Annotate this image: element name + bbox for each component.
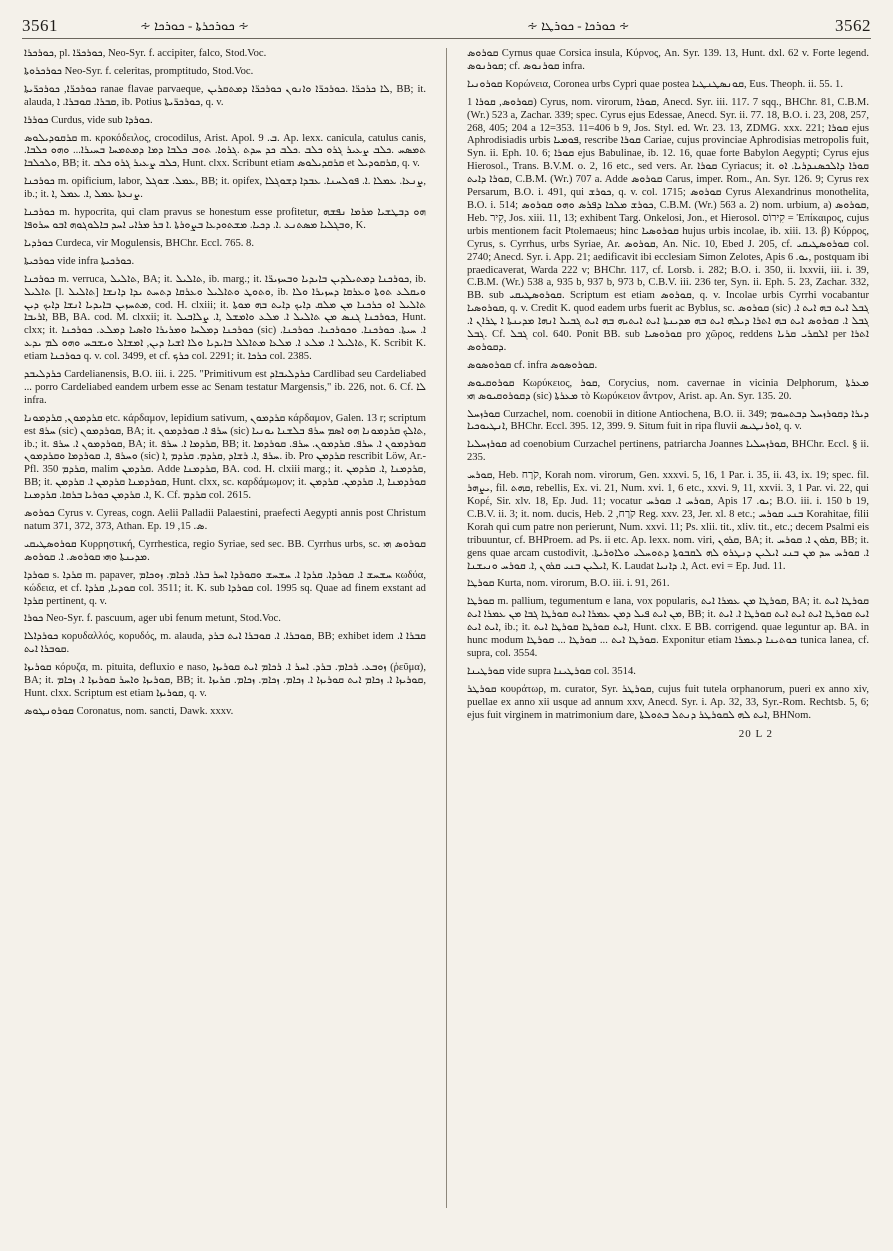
entry: ܟܘܪܟܪܘܬܐ Neo-Syr. f. celeritas, promptitudo, Stod.Voc.: [24, 65, 254, 77]
left-page-number: 3561: [22, 16, 58, 35]
entry: ܩܘܪܘܢܛܘܣ Coronatus, nom. sancti, Dawk. xxxv.: [24, 705, 234, 717]
entry: ܩܘܪܚ, Heb. קֹרַח, Korah nom. virorum, Gen. xxxvi. 5, 16, 1 Par. i. 35, ii. 43, ix. 19; spec. fil. ܝܨܗܪ, fil. ܩܗܬ, rebellis, Ex. vi. 21, Num. xvi. 1, 6 etc., xxvi. 9, 11, xxvii. 3, 1 Par. vi. 22, qui Κορέ, Sir. xlv. 18, Ep. Jud. 11; vocatur ܩܘܪܚ ܐ. ܩܘܪܚ, Apis ܝܘ. 17; B.O. iii. i. 150 b 19, C.B.V. ii. 3; it. nom. ducis, Heb. קֹרַח, 2 Reg. xxv. 23, Jer. xl. 8 etc.; ܒܢܝ ܩܘܪܚ Korahitae, filii Korah qui cum patre non perierunt, Num. xxvi. 11; Ps. xlii. tit., xliv. tit., etc.; decem Psalmi eis tribuuntur, cf. BHProem. ad Ps. ii etc. Ap. lexx. nom. viri, ܩܪܘܢ, BA; it. ܩܪܘܢ ܐ. ܩܘܪܚ, BB; it. gens quae arcam custodivit, ܐ. ܩܘܪܚ ܚܕ ܡܢ ܒܢܝ ܐܝܠܝܢ ܕܢܛܪܘ ܠܗ ܠܩܒܘܬܐ ܕܬܘܚܠܝ ܘܠܐܘܪܝܬܐ. ܐܝܠܝܢ ܒܢܝ ܩܪܘܢ ,ܐ. ܩܘܪܚ ܘܢܝܫܢܐ, K. Laudat ܐ. ܕܐܢܝܐ, Act. evi = Ep. Jud. 11.: [467, 470, 869, 572]
entry: ܩܘܪܘܣܛܝܩܝ Κυρρηστική, Cyrrhestica, regio Syriae, sed sec. BB. Cyrrhus urbs, sc. ܩܘܪܘܣ ܗܝ ܡܕܝܢܬܐ ܘܗܝ ܩܘܪܘܣ. ܐ. ܩܘܪܘܣ.: [24, 538, 426, 563]
entry: ܩܘܪܘܢܝܐ Κορώνεια, Coronea urbs Cypri quae postea ܩܘܢܣܛܢܛܝܐ, Eus. Theoph. ii. 55. 1.: [467, 78, 843, 90]
entry: ܩܘܪܛܐ m. pallium, tegumentum e lana, vox popularis, ܩܘܪܛܐ ܡܢ ܥܡܪܐ ܐܝܬ, BA; it. ܩܘܪܛܐ ܐܝܬ ܡܢ ܐܝܬ ܦܝܠ ܕܡܢ ܥܡܪܐ ܐܝܬ ܩܘܪܛܐ ܓܒܐ ܡܢ ܥܡܪܐ ܐܝܬ, BB; it. ܐܝܬ ܩܘܪܛܐ ܐܝܬ ܐܝܬ ܐܝܬ ܩܘܪܛܐ ܐ. ܐܝܬ ܐܝܬ ܐܝܬ, ib.; it. ܐܝܬ ܩܘܪܛܐ ܩܘܪܛܐ ܐܝܬ, Hunt. clxx. E BB. corrigend. quae leguntur ap. BA. in hunc modum ܩܘܪܛܐ ܐܝܬ ... ܩܘܪܛܐ ... ܩܘܪܛܐ. Exponitur etiam ܟܘܬܝܢܐ ܕܥܡܪܐ tunica lanea, cf. supra, col. 3554.: [467, 596, 869, 659]
entry: ܟܘܪܟܪܐ, pl. ܟܘܪܟܪ̈ܐ, Neo-Syr. f. accipiter, falco, Stod.Voc.: [24, 48, 267, 59]
right-column: [467, 48, 869, 1244]
entry: ܩܘܪܘܣ Cyrnus quae Corsica insula, Κύρνος, An. Syr. 139. 13, Hunt. dxl. 62 v. Forte legend. ܩܘܪܢܘܣ; cf. ܩܘܪܢܘܣ infra.: [467, 48, 869, 72]
entry: ܟܘܪܟܝܬܐ vide infra ܟܘܪܟܝܬܐ.: [24, 255, 135, 267]
right-running-title: ∻ ܟܘܪܟܐ - ܟܘܪܛܐ ∻: [527, 18, 630, 33]
entry: ܟܘܪܟܢܐ m. verruca, ܬܐܠܝܠ, BA; it. ܬܐܠܝܠ, ib. marg.; it. ܟܘܪܟܢܐ ܕܡܬܝܠܕܝܢ ܒܐܝܕܝܐ ܘܒܚܙܝܪ̈ܐ, ib. ܬܐܠܝܠ [l. ܬܐܠܝܠ] ܘܬܘܛ ܘܬܐܠܝܠ ܘܥܪܩܐ ܕܬܚܬ ܝܕܐ ܕܐܢܫܐ, ib. ܘܝܩܠܥ ܬܘܬܐ ܘܥܪܩܐ ܕܚܙܝܪܐ ܘܠܐ ܡܬܚܙܝܢ ܒܐܝܕܝܐ ܐܢܫܐ ܕܐܝܟ ܕܝܢ, cod. H. clxiii; it. ܬܐܠܝܠ ܐܘ ܟܪܟܢܐ ܡܢ ܡܠܩ ܕܐܝܟ ܕܐܝܬ ܒܗ ܡܘܬܐ ܐܪܝܒܐ, BB, BA. cod. M. clxxii; it. ܟܘܪܟܢܐ ܓܢܣ ܡܢ ܬܐܠܝܠ ܐ. ܡܠܥ ܘܐܡܫܠ ,ܐ. ܨܠܐܒܝܠ, Hunt. clxx; it. ܟܘܪܟܢܐ ܕܡܠܚܐ ܘܡܪܝܪܐ ܘܐܣܝܐ ܕܡܠܥ. ܟܘܪܟܢܐ (sic) ܐ. ܚܝܬܐ. ܟܘܪܟܢܐ. ܘܟܘܪܟܢܐ. ܟܘܪܟܢܐ. ܬܐܠܝܠ ܐ. ܡܠܥ ܐ. ܡܠܥܐ ܡܬܐܠܠ ܒܐܝܕܝܐ ܘܠܐ ܐܫܝܐ ܕܝܢ, ܐܡܫܐܠ ܘܝܫܒܚ ܘܗܘ ܠܡ ܝܕܥ, K. Scribit K. etiam ܟܘܪܟܢܐ q. v. col. 3499, et cf. ܟܪܟ col. 2291; it. ܟܪܟܐ col. 2385.: [24, 273, 426, 363]
entry: ܟܘܪܟܢܐ m. opificium, labor, ܥܡܠ. ܫܘܓܠ, BB; it. opifex, ܨܢܥܐ. ܥܡܠܐ .ܐ. ܦܘܠܚܢܐ. ܥܒܕܐ ܕܫܘܓܠܐ, ib.; it. ܨܢܥܬܐ ܥܡܠ ,ܐ. ܥܡܠ ,ܐ.: [24, 176, 426, 201]
left-running-title: ∻ ܟܘܪܟܪܬܐ - ܟܘܪܟܐ ∻: [140, 18, 249, 33]
entry: ܩܪܕܡܘܢ, ܩܪܕܡܘܢܐ etc. κάρδαμον, lepidium sativum, ܩܪܕܡܘܢ κάρδαμον, Galen. 13 r; scriptum est ܚܪܦ (sic) ܩܘܪܕܡܘܢ, BA; it. ܚܪܦ ܐ. ܩܘܪܕܡܘܢ (sic) ܬܐܠܟ ܩܪܕܡܘܢܐ ܗܘ ܐܣܡ ܚܪܦ ܒܠܫܢܐ ܝܘܢܝܐ, ib.; it. ܩܘܪܕܡܘܢ ܐ. ܚܪܦ, BA; it. ܩܪܕܡܐ ܐ. ܚܪܦ, BB; it. ܩܘܪܕܡܘܢ ܐ. ܚܪܦ. ܩܪܕܡܘܢ. ܚܪܦ. ܩܘܪܕܡܐ ܘܚܪܦ ,ܐ. ܩܘܪܕܡܐ ܘܩܪܕܡܘܢ (sic) ܚܪܦ ,ܐ. ܪܫܐܕ ,ܩܪܕܡ. ܩܪܕܡ ,ܐ. ib. Pro ܩܪܕܡܢ rescribit Löw, Ar.-Pfl. 350 ܩܪܕܡ, malim ܩܪܕܡܢ. Adde ܩܪܕܡܢܐ, BA. cod. H. clxiii marg.; it. ܩܪܕܡܢܐ ,ܐ. ܩܪܕܡܢ, BB; it. ܩܘܪܕܡܢܐ ܩܪܕܡܢ ܐ. ܩܪܕܡܢ, Hunt. clxx, sc. καρδάμωμον; it. ܩܘܪܕܡܢܐ ,ܐ. ܩܪܕܡܢ. ܩܪܕܡܢ ܐ. ܩܪܕܡܢ ܟܘܪܝܐ ܒܪܩܐ. ܩܪܕܡܢܐ, K. Cf. ܩܪܕܡ col. 2615.: [24, 412, 426, 502]
entry: ܟܘܪܟܢܐ m. hypocrita, qui clam pravus se honestum esse profitetur, ܗܘ ܕܒܛܫܝܐ ܡܪܡܐ ܢܦܫܗ ܘܒܓܠܝܐ ܡܣܬܢܥ .ܐ. ܕܟܝܐ. ܡܫܬܘܕܥܐ ܒܨܘܪܬܐ .ܐ ܒܪ ܡܪܐܝ ܐܚܕ ܒܐܠܘܓܘܗ ܐܒܘ ܚܪܘܦܐ, K.: [24, 207, 426, 231]
left-column: [24, 48, 426, 1244]
entry: ܩܘܪܛܐ Kurta, nom. virorum, B.O. iii. i. 91, 261.: [467, 578, 670, 590]
entry: ܟܪܕܠܝܒܕ Cardelianensis, B.O. iii. i. 225. "Primitivum est ܟܪܕܠܝܒܐܕ Cardlibad seu Cardeliabed ... porro Cardeliabed eandem urbem esse ac Senam testatur Margensis," ib. 226, not. 6. Cf. ܠܐ infra.: [24, 369, 426, 406]
entry: ܩܘܪܘܣܘܣ cf. infra ܩܘܪܘܣܘܣ.: [467, 359, 598, 371]
entry: ܟܘܪܘܣ Cyrus v. Cyreas, cogn. Aelii Palladii Palaestini, praefecti Aegypti annis post Christum natum 371, 372, 373, Athan. Ep. ܣ. 15, 19.: [24, 508, 426, 532]
entry: ܩܘܪܘܣ, ܩܘܪܐ 1) Cyrus, nom. virorum, ܩܘܪܐ, Anecd. Syr. iii. 117. 7 sqq., BHChr. 81, C.B.M. (Wr.) 523 a, Zachar. 339; spec. Cyrus ejus Edessae, Anecd. Syr. ii. 77. 18, B.O. i. 23, 208, 257, 268, 405; 204 a 12=353. 11=406 b 9, Jos. Styl. ed. Wr. 23. 13, ZDMG. xxx. 221; ܩܘܪܐ ejus Aphrodisiadis urbis ܦܘܡܝܐ, rescribe ܩܘܪܐ Cariae, cujus provinciae Aphrodisias metropolis fuit, Syn. ii. Eph. 10. 6; ܩܘܪܐ ejus Babulinae, ib. 12. 16, quae forte Babylon Aegypti; Cyrus ejus Hierosol., Trans. B.V.M. o. 2, 16 etc., sed vers. Ar. ܩܘܪܐ Cyriacus; it. ܩܘܪܐ ܕܐܠܟܣܢܕܪܝܐ. ܐܘ ܩܘܪܐ ܕܐܝܬ, C.B.M. (Wr.) 707 a. Adde ܩܘܪܘܣ Carus, imper. Rom., An. Syr. 126. 9; Cyrus rex Persarum, B.O. i. 491, qui ܟܘܪܫ, q. v. col. 1715; ܩܘܪܘܣ Cyrus Alexandrinus monothelita, B.O. i. 514; ܟܘܪܫ ܡܠܟܐ ܕܦܪܣ ܘܗܘ ܩܘܪܘܣ, C.B.M. (Wr.) 563 a. 2) nom. urbium, a) ܩܘܪܘܣ, Heb. קִיר, Jos. xiii. 11, 13; exhibent Targ. Onkelosi, Jon., et Hierosol. קִירוֹס = Ἐπίκαιρος, cujus urbis mentionem facit Ptolemaeus; hinc ܩܘܪܘܣܝܐ hujus urbis incolae, ib. xiii. 13. β) Κύρρος, Cyrus, s. Cyrrhus, urbs Syriae, Ar. ܩܘܪܘܣ, An. Nic. 10, Ebed J. 205, cf. ܩܘܪܘܣܛܝܩܝ col. 2740; Anecd. Syr. i. App. 21; aedificavit ibi ecclesiam Simon Zelotes, Apis ܝܘ. 6, postquam ibi praedicaverat, Warda 222 v; BHChr. 117, cf. Lorsb. i. 282; B.O. i. 350, ii. lxxvii, iii. i. 39, C.B.M. (Wr.) 538 a, 935 b, 937 b, 973 b, C.B.V. iii. 236 ter, Syn. ii. Eph. 5. 23, Zachar. 332, BB. sub ܩܘܪܘܣܛܝܩܝ. Scriptum est etiam ܩܘܪܘܣ, q. v. Incolae urbis Cyrrhi vocabantur ܩܘܪܘܣܝܐ, q. v. Credit K. quod eadem urbs fuerit ac Byblus, sc. ܩܘܪܘܣ (sic) ܓܒܠ ܐܝܬ ܒܗ ܐܝܬ ܐ. ܓܒܠ ܐ. ܩܘܪܘܣ ܐܝܬ ܒܗ ܐܬܪܐ ܕܝܠܗ ܐܝܬ ܒܗ ܡܕܝܢܬܐ ܐܝܬ ܐܝܬܝܗ ܒܗ ܐܝܬ ܓܒܝܠ ܐܢܗܐ ܡܕܝܢܬܐ ܐ ܛܪܐܢ ܐ. ܓܒܠ. Cf. ܓܒܠ col. 640. Ponit BB. sub ܩܘܪܘܣܝܐ pro χῶρος, reddens ܐܠܩܪܝ ܩܪܝܐ per ܐܬܪܐ ܕܩܘܪܘܣ.: [467, 96, 869, 353]
entry: ܩܘܪܛܪ κουράτωρ, m. curator, Syr. ܩܘܪܛܪ, cujus fuit tutela orphanorum, pueri ex anno xiv, puellae ex anno xii usque ad annum xxv, Anecd. Syr. i. Ap. 32, 33, Syr.-Rom. Rechtsb. 5, 6; ejus fuit virginem in matrimonium dare, ܐܝܬ ܠܗ ܠܩܘܪܛܪ ܕܢܬܠ ܒܬܘܠܬܐ, BHNom.: [467, 683, 869, 721]
column-divider: [446, 48, 447, 1208]
entry: ܟܘܪܕܐܠܐ κορυδαλλός, κορυδός, m. alauda, ܩܘܒܪܐ. ܐ. ܩܘܒܪܐ ܐܝܬ ܒܪܕ, BB; exhibet idem ܩܒܪܐ ܐ. ܩܘܒܪܐ ܐܝܬ.: [24, 631, 426, 656]
entry: ܩܘܪܙܚܠܝܐ ad coenobium Curzachel pertinens, patriarcha Joannes ܩܘܪܙܚܠܝܐ, BHChr. Eccl. § ii. 235.: [467, 439, 869, 464]
signature-mark: 20 L 2: [738, 727, 773, 740]
entry: ܟܘܪܐ Neo-Syr. f. pascuum, ager ubi fenum metunt, Stod.Voc.: [24, 613, 281, 625]
header-rule: [22, 38, 871, 39]
entry: ܩܪܩܘܕܝܠܘܣ m. κροκόδειλος, crocodilus, Arist. Apol. ܒ. 9. Ap. lexx. canicula, catulus canis, ܬܡܣܚ .ܟܠܒ ܨܥܝܪ ܓܪܘ ܟܠܒ .ܟܠܒ ܟܕ ܚܕܬ .ܓܪܘܐ. ܬܘܒ ܟܠܒܐ ܕܡܐ ܕܡܬܡܚܐ ܒܚܝܪܐ... ܘܗܘ ܟܠܒܐ. ܘܠܟܠܒܐ, BB; it. ܟܠܒ ܨܥܝܪ ܓܪܘ ܟܠܒ, Hunt. clxx. Scribunt etiam ܩܪܩܕܝܠܘܣ et ܩܪܩܘܕܝܠ, q. v.: [24, 132, 426, 170]
entry: ܟܘܪܕܝܐ Curdeca, vir Mogulensis, BHChr. Eccl. 765. 8.: [24, 237, 254, 249]
entry: ܩܘܪܘܩܝܘܣ Κωρύκειος, ܩܘܪ, Corycius, nom. cavernae in vicinia Delphorum, ܡܥܪܬܐ ܕܩܘܪܘܩܝܘܣ ܗܝ (sic) ܡܥܪܬܐ τὸ Κωρύκειον ἄντρον, Arist. ap. An. Syr. 135. 20.: [467, 377, 869, 402]
right-page-number: 3562: [835, 16, 871, 35]
entry: ܩܘܪܙܚܠ Curzachel, nom. coenobii in ditione Antiochena, B.O. ii. 349; ܕܝܪܐ ܕܩܘܪܙܚܠ ܕܒܬܚܘܡ ܐܢܛܝܘܟܝܐ, BHChr. Eccl. 395. 12, 399. 9. Situm fuit in ripa fluvii ܐܘܪܢܛܝܣ, q. v.: [467, 408, 869, 433]
entry: ܩܘܪܝܙܐ κόρυζα, m. pituita, defluxio e naso, ܙܘܒܥ. ܪܟܐܡ. ܒܪܕ. ܐܚܪ ܐ. ܪܟܐܡ ܐܝܬ ܩܘܪܝܙܐ (ῥεῦμα), BA; it. ܩܘܪܝܙܐ ܘܐܚܪ ܩܘܪܝܙܐ ܐ. ܙܟܐܡ, BB; it. ܩܘܪܝܙܐ ܐ. ܙܟܐܡ ܐܝܬ ܩܘܪܝܙܐ ܐ. ܙܟܐܡ. ܙܟܐܡ. ܙܟܐܡ. ܩܪܝܙܐ, Hunt. clxx. Scriptum est etiam ܩܘܪܝܙܐ, q. v.: [24, 662, 426, 699]
entry: ܩܘܪܕܐ s. ܩܪܕܐ m. papaver, ܚܫܚܫ ܐ. ܩܘܪܕܐ. ܩܪܕܐ ܐ. ܚܫܚܫ ܘܩܘܪܕܐ ܐܚܪ ܒܪܐ. ܪܟܐܡ. ܙܘܟܐܡ κωδύα, κώδεια, et cf. ܩܘܕܝܐ, ܩܪܕܐ col. 3511; it. K. sub ܩܘܪܕܐ col. 1995 sq. Quae ad finem exstant ad ܩܪܕܐ pertinent, q. v.: [24, 569, 426, 607]
entry: ܟܘܪܟܪ̈ܐ, ܟܘܪܟܪ̈ܝܬܐ ranae flavae parvaeque, ܠܐ ܟܪܟܪ̈ܐ .ܟܘܪܟܪ̈ܐ ܘܐܢܘܢ ܟܘܪܟܪ̈ܐ ܕܡܬܩܪܝܢ, BB; it. alauda, ܩܒܪܐ. ܩܘܒܪܐ. ܐ, ib. Potius ܟܘܪܟܪ̈ܝܬܐ, q. v.: [24, 83, 426, 108]
entry: ܟܘܪܪܐ Curdus, vide sub ܟܘܪܕܐ.: [24, 114, 153, 126]
entry: ܩܘܪܛܝܢܐ vide supra ܩܘܪܛܝܢܐ col. 3514.: [467, 665, 636, 677]
page-header: [22, 12, 871, 46]
